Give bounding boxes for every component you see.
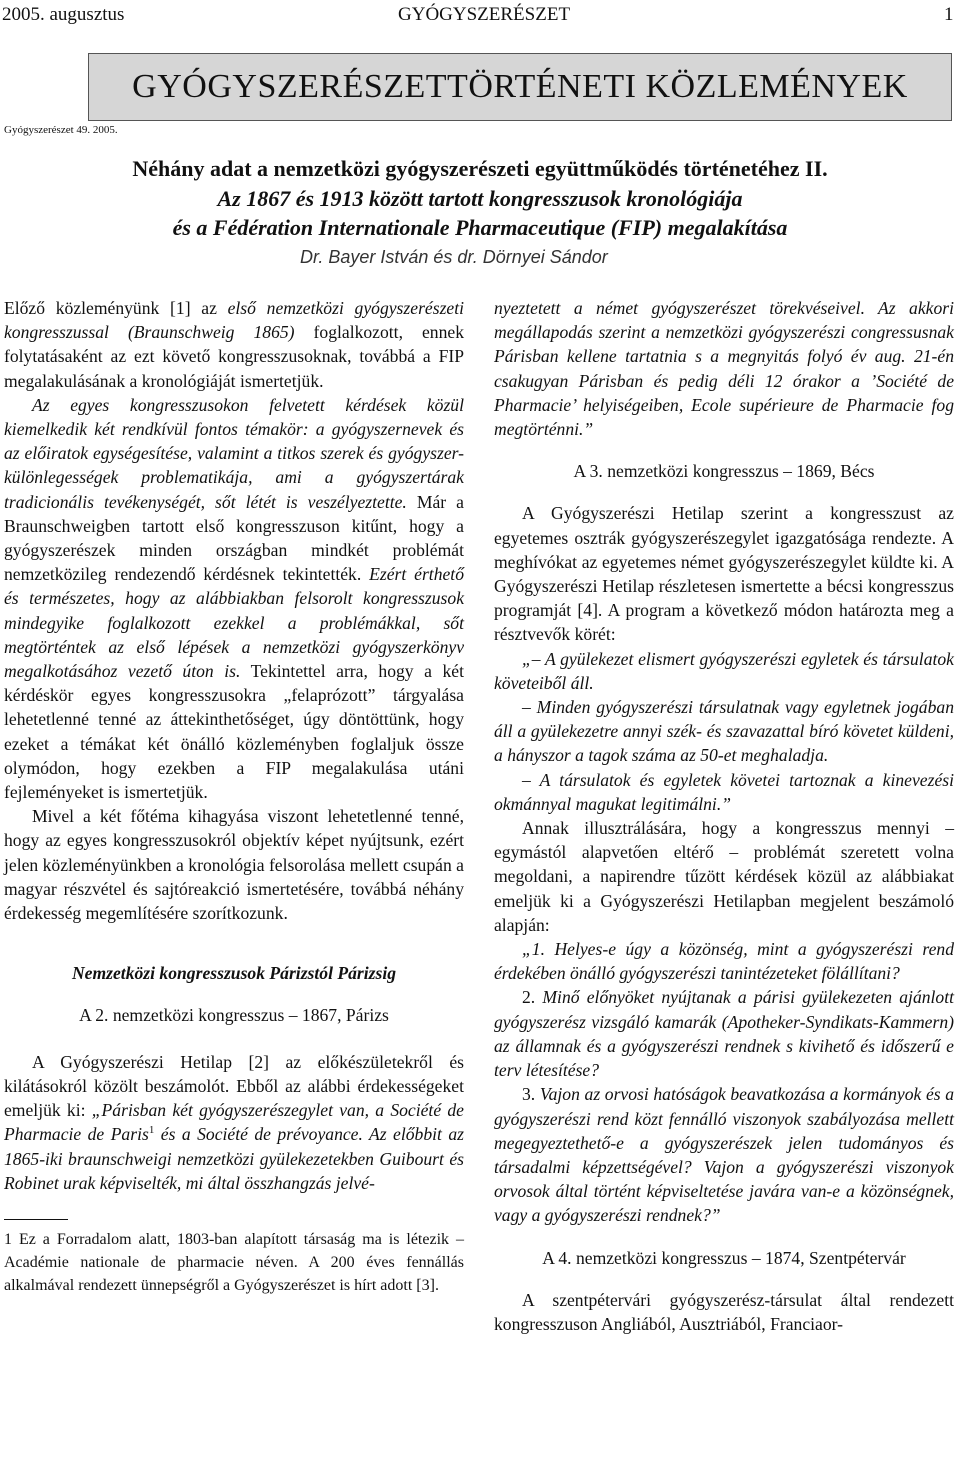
footnote-text: Ez a Forradalom alatt, 1803-ban alapított társaság ma is létezik – Académie nationale de pharmacie néven. A 200 éves fennállás alkalmával rendezett ünnepségről a Gyógyszerészet is hírt adott [3].	[4, 1230, 464, 1294]
article-title-line3: és a Fédération Internationale Pharmaceutique (FIP) megalakítása	[172, 215, 788, 240]
text: Az egyes kongresszusokon felvetett kérdések közül kiemelkedik két rendkívül fontos témakör: a gyógyszernevek és az előiratok egységesítése, valamint a titkos szerek és gyógyszer-különlegességek problematikája, ami a gyógyszertárak tradicionális tevékenységét, sőt létét is veszélyeztette.	[4, 394, 464, 512]
agenda-item-2	[494, 985, 954, 1082]
article-title-line1: Néhány adat a nemzetközi gyógyszerészeti együttműködés történetéhez II.	[132, 156, 828, 181]
text: Az előbbit az 1865-iki braunschweigi nemzetközi gyülekezetekben Guibourt és Robinet urak képviselték, mi által összhangzás jelvé-	[4, 1124, 465, 1193]
agenda-item-1: „1. Helyes-e úgy a közönség, mint a gyógyszerészi rend érdekében önálló gyógyszerészi tanintézeteket fölállítani?	[494, 939, 954, 984]
paragraph-topics	[4, 393, 464, 804]
paragraph-vienna: A Gyógyszerészi Hetilap szerint a kongresszust az egyetemes osztrák gyógyszerészegylet igazgatósága rendezte. A meghívókat az egyetemes német gyógyszerészegylet küldte ki. A Gyógyszerészi Hetilap részletesen ismertette a bécsi kongresszus programját [4]. A program a következő módon határozta meg a résztvevők körét:	[494, 503, 954, 645]
header-journal: GYÓGYSZERÉSZET	[398, 4, 571, 25]
subsection-title-vienna: A 3. nemzetközi kongresszus – 1869, Bécs	[573, 461, 875, 482]
footnote	[4, 1228, 464, 1297]
text: Minő előnyöket nyújtanak a párisi gyülekezeten ajánlott gyógyszerész vizsgáló kamarák (Apotheker-Syndikats-Kammern) az államnak és a gyógyszerészi rendnek s kivihető és időszerű e terv létesítése?	[494, 987, 955, 1081]
section-title: Nemzetközi kongresszusok Párizstól Párizsig	[71, 963, 397, 984]
footnote-mark: 1	[4, 1230, 12, 1248]
text: A Gyógyszerészi Hetilap [2] az előkészületekről és kilátásokról közölt beszámolót. Ebből az alábbi érdekességeket emeljük ki:	[4, 1051, 464, 1121]
running-header	[0, 4, 960, 30]
left-column	[4, 296, 464, 1297]
article-title-line2: Az 1867 és 1913 között tartott kongresszusok kronológiája	[217, 186, 743, 211]
right-column	[494, 296, 954, 1336]
paragraph-quote-continued: nyeztetett a német gyógyszerészet törekvéseivel. Az akkori megállapodás szerint a nemzetközi gyógyszerészi congressusnak Párisban kellene tartatnia s a megnyitás folyó év aug. 21-én csakugyan Párisban és pedig déli 12 órakor a ’Société de Pharmacie’ helyiségeiben, Ecole supérieure de Pharmacie fog megtörténni.”	[494, 298, 954, 440]
text: „Párisban két gyógyszerészegylet van, a Société de Pharmacie de Paris	[4, 1100, 464, 1145]
text: első nemzetközi gyógyszerészeti kongresszussal (Braunschweig 1865)	[4, 298, 464, 343]
authors: Dr. Bayer István és dr. Dörnyei Sándor	[300, 247, 608, 267]
quote-item-1: „– A gyülekezet elismert gyógyszerészi egyletek és társulatok követeiből áll.	[494, 648, 954, 693]
section-banner: GYÓGYSZERÉSZETTÖRTÉNETI KÖZLEMÉNYEK	[88, 53, 952, 121]
footnote-rule	[4, 1219, 68, 1220]
header-date: 2005. augusztus	[2, 4, 125, 25]
paragraph-scope: Mivel a két főtéma kihagyása viszont lehetetlenné tenné, hogy az egyes kongresszusokról objektív képet nyújtsunk, ezért jelen közleményünkben a kronológia felsorolása mellett csupán a magyar részvétel és sajtóreakció ismertetésére, továbbá néhány érdekesség megemlítésére szorítkozunk.	[4, 806, 464, 924]
paragraph-paris	[4, 1050, 464, 1195]
text: foglalkozott, ennek folytatásaként az ezt követő kongresszusoknak, továbbá a FIP megalakulásának a kronológiáját ismertetjük.	[4, 322, 464, 391]
text: 2.	[522, 987, 543, 1008]
text: Előző közleményünk [1] az	[4, 298, 228, 318]
text: és a Société de prévoyance.	[154, 1124, 363, 1145]
text: Tekintettel arra, hogy a két kérdéskör egyes kongresszusokra „felaprózott” tárgyalása lehetetlenné tenné az áttekinthetőséget, úgy döntöttünk, hogy ezeket a témákat két önálló közleményben foglaljuk össze olymódon, hogy ezekben a FIP megalakulása utáni fejleményeket is ismertetjük.	[4, 661, 465, 803]
subsection-title-stpetersburg: A 4. nemzetközi kongresszus – 1874, Szentpétervár	[542, 1247, 906, 1268]
paragraph-intro	[4, 296, 464, 393]
subsection-title-paris: A 2. nemzetközi kongresszus – 1867, Párizs	[79, 1005, 389, 1026]
journal-reference: Gyógyszerészet 49. 2005.	[4, 124, 118, 136]
text: 3.	[522, 1084, 540, 1105]
agenda-item-3	[494, 1082, 954, 1227]
text: Ezért érthető és természetes, hogy az alábbiakban felsorolt kongresszusok mindegyike foglalkozott ezekkel a problémákkal, sőt megtörténtek az első lépések a nemzetközi gyógyszerkönyv megalkotásához vezető úton is.	[4, 564, 464, 682]
text: Vajon az orvosi hatóságok beavatkozása a kormányok és a gyógyszerészi rend közt fennálló viszonyok szabályozása mellett megegyeztethető-e a gyógyszerészek jelen tudományos és társadalmi képzettségével? Vajon a gyógyszerészi viszonyok orvosok által történt képviseltetése javára van-e a közönségnek, vagy a gyógyszerészi rendnek?”	[494, 1084, 955, 1226]
quote-item-3: – A társulatok és egyletek követei tartoznak a kinevezési okmánnyal magukat legitimálni.”	[494, 769, 954, 814]
paragraph-agenda: Annak illusztrálására, hogy a kongresszus mennyi – egymástól alapvetően eltérő – problémát szeretett volna megoldani, a napirendre tűzött kérdések közül az alábbiakat emeljük ki a Gyógyszerészi Hetilapban megjelent beszámoló alapján:	[494, 818, 954, 935]
header-page-number: 1	[944, 4, 954, 25]
footnote-ref: 1	[148, 1124, 155, 1137]
quote-item-2: – Minden gyógyszerészi társulatnak vagy egyletnek jogában áll a gyülekezetre annyi szék- és szavazattal bíró követet küldeni, a hányszor a tagok száma az 50-et meghaladja.	[494, 697, 954, 766]
paragraph-stpetersburg: A szentpétervári gyógyszerész-társulat által rendezett kongresszuson Angliából, Ausztriából, Franciaor-	[494, 1289, 954, 1334]
text: Már a Braunschweigben tartott első kongresszuson kitűnt, hogy a gyógyszerészek minden országban mindkét problémát nemzetközileg rendezendő kérdésnek tekintették.	[4, 491, 464, 585]
